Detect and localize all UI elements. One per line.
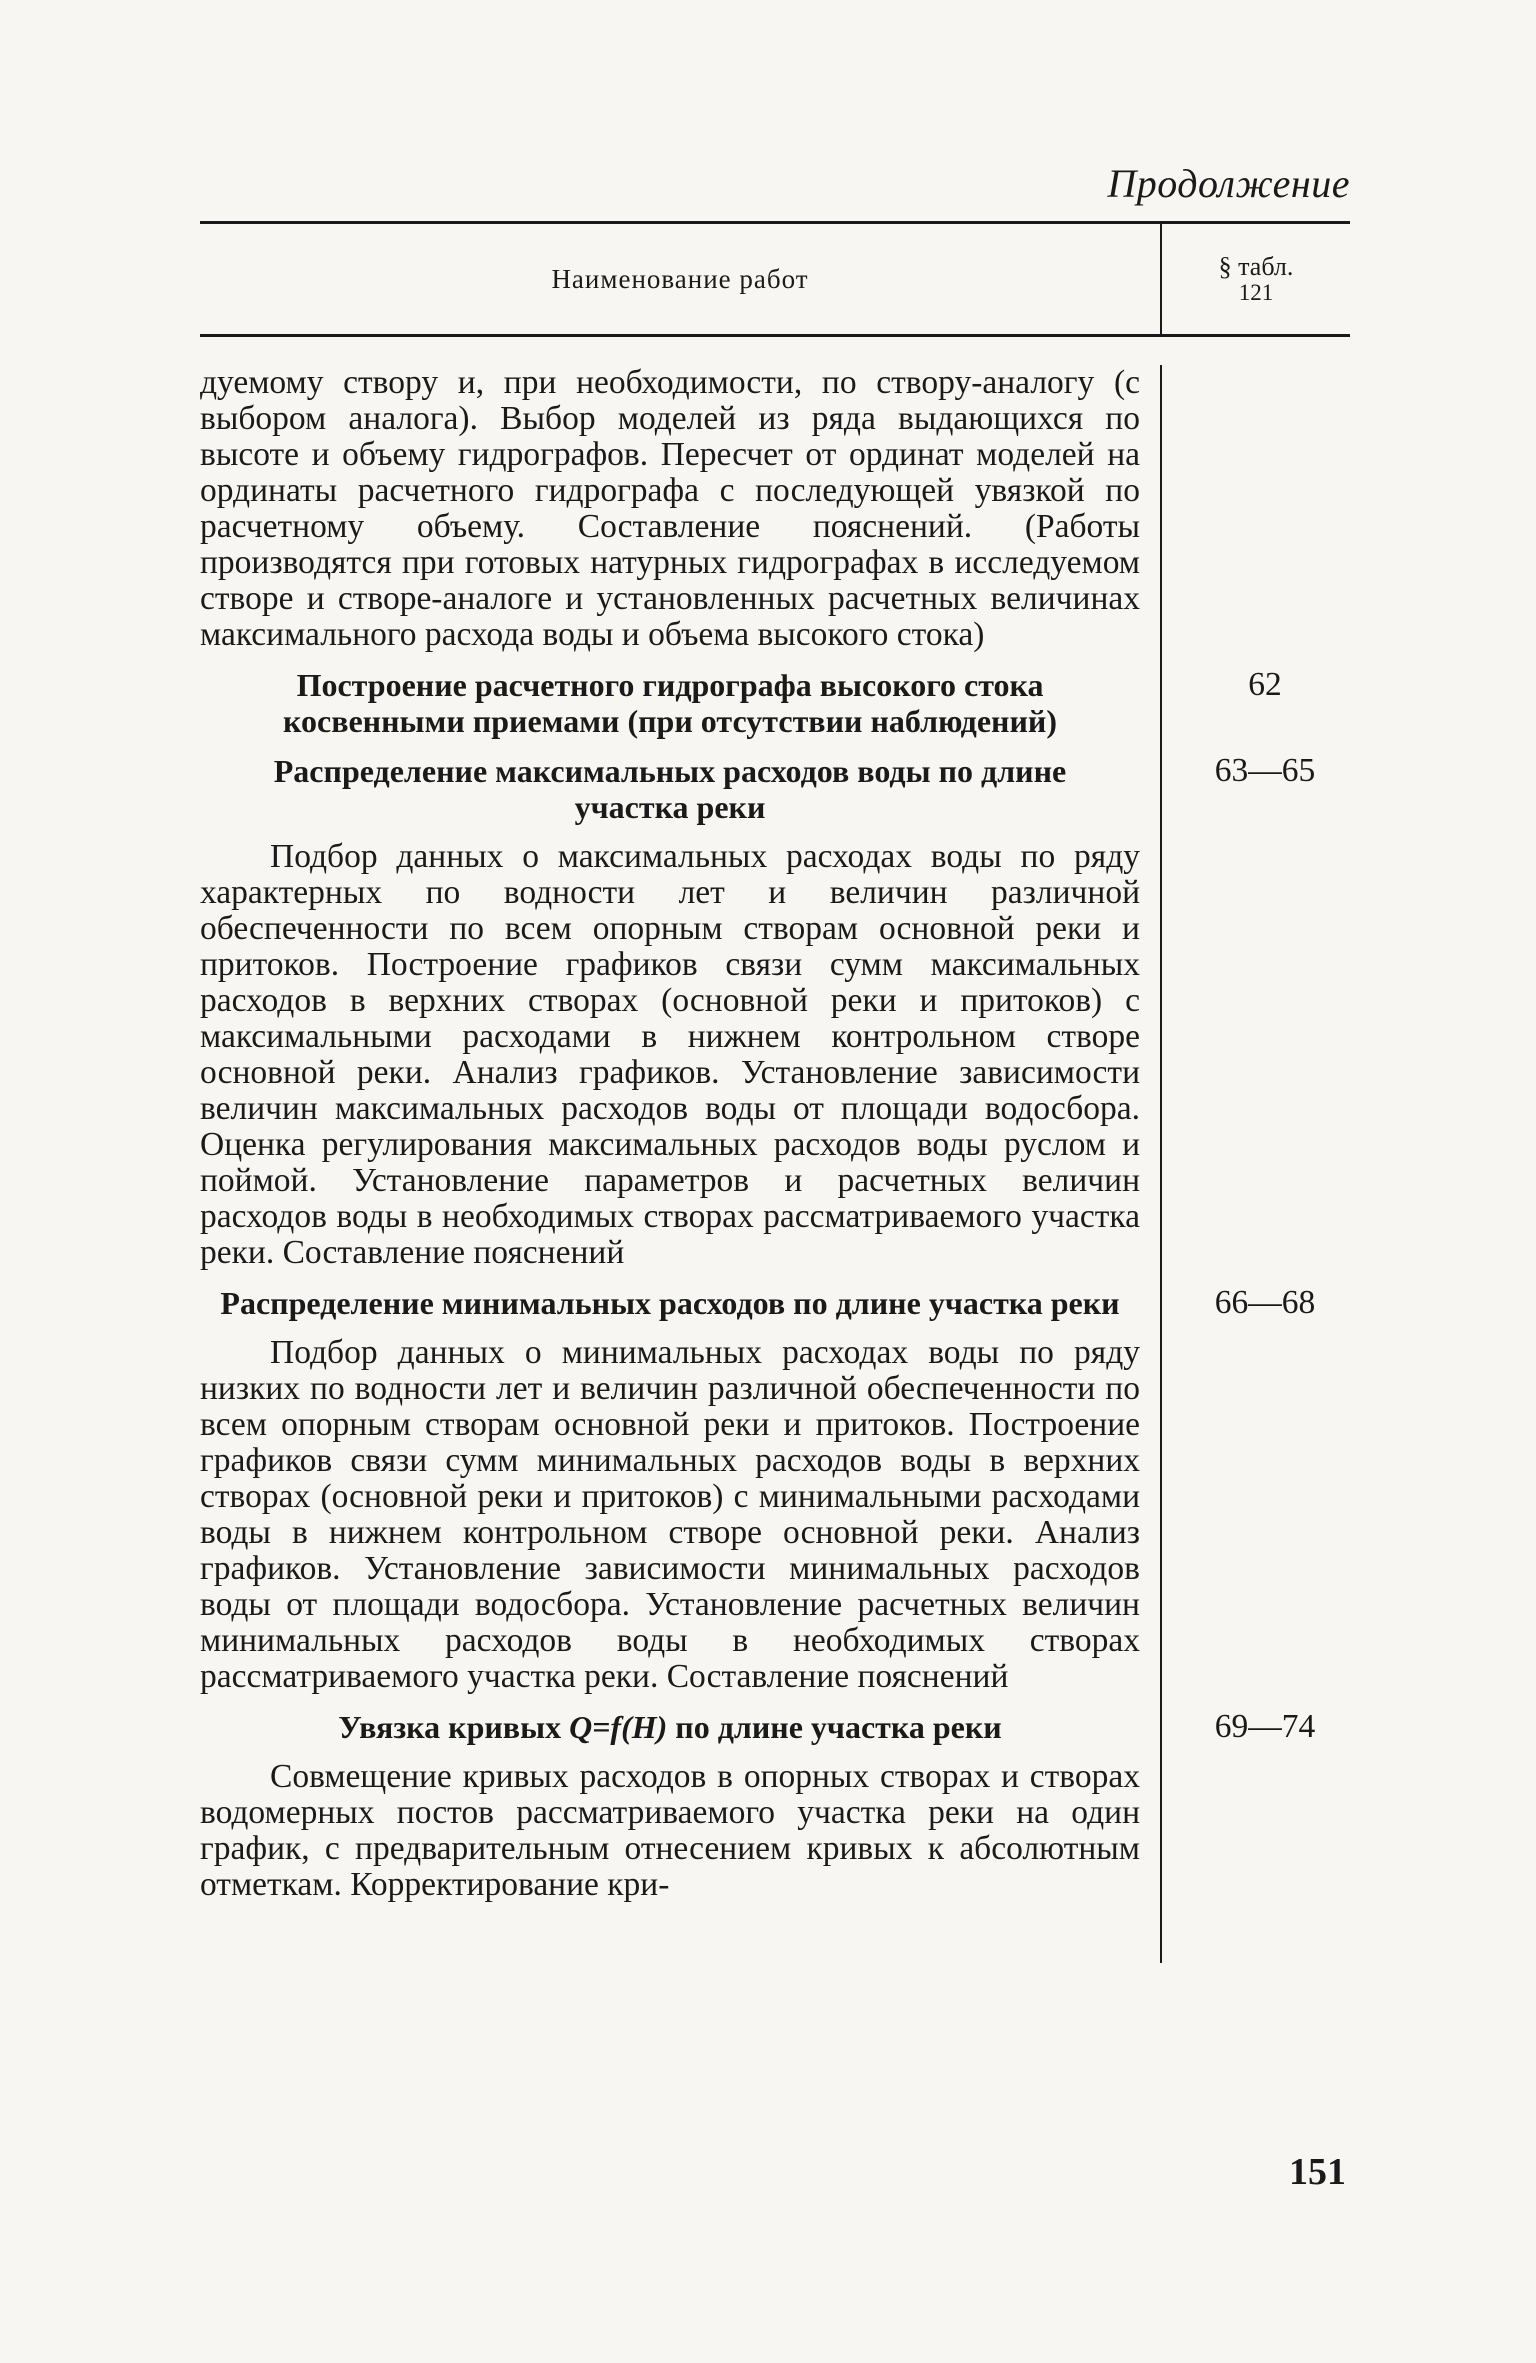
row-heading: Построение расчетного гидрографа высокого стока косвенными приемами (при отсутствии наблюдений) [282, 667, 1058, 739]
row-heading: Распределение минимальных расходов по длине участка реки [220, 1285, 1120, 1321]
continued-paragraph: дуемому створу и, при необходимости, по створу-аналогу (с выбором аналога). Выбор моделей из ряда выдающихся по высоте и объему гидрографов. Пересчет от ординат моделей на ординаты расчетного гидрографа с последующей увязкой по расчетному объему. Составление пояснений. (Работы производятся при готовых натурных гидрографах в исследуемом створе и створе-аналоге и установленных расчетных величинах максимального расхода воды и объема высокого стока) [200, 364, 1140, 653]
column-header-name: Наименование работ [200, 224, 1162, 334]
table-row [200, 1271, 1350, 1695]
row-heading-prefix: Увязка кривых [338, 1709, 570, 1745]
table-row [200, 739, 1350, 1271]
column-header-ref-symbol: § табл. [1218, 252, 1294, 282]
page-number: 151 [1289, 2151, 1346, 2193]
row-ref: 62 [1248, 666, 1282, 703]
works-table [200, 221, 1350, 1903]
table-row [200, 653, 1350, 739]
row-ref: 66—68 [1214, 1284, 1316, 1321]
row-heading-suffix: по длине участка реки [667, 1709, 1002, 1745]
row-description: Подбор данных о максимальных расходах воды по ряду характерных по водности лет и величин различной обеспеченности по всем опорным створам основной реки и притоков. Построение графиков связи сумм максимальных расходов в верхних створах (основной реки и притоков) с максимальными расходами в нижнем контрольном створе основной реки. Анализ графиков. Установление зависимости величин максимальных расходов воды от площади водосбора. Оценка регулирования максимальных расходов воды руслом и поймой. Установление параметров и расчетных величин расходов воды в необходимых створах рассматриваемого участка реки. Составление пояснений [200, 838, 1140, 1271]
row-description: Подбор данных о минимальных расходах воды по ряду низких по водности лет и величин различной обеспеченности по всем опорным створам основной реки и притоков. Построение графиков связи сумм минимальных расходов воды в верхних створах (основной реки и притоков) с минимальными расходами воды в нижнем контрольном створе основной реки. Анализ графиков. Установление зависимости минимальных расходов воды от площади водосбора. Установление расчетных величин минимальных расходов воды в необходимых створах рассматриваемого участка реки. Составление пояснений [200, 1334, 1140, 1695]
table-row [200, 365, 1350, 653]
row-heading: Распределение максимальных расходов воды по длине участка реки [273, 753, 1067, 825]
page [200, 160, 1350, 1903]
row-ref: 69—74 [1214, 1708, 1316, 1745]
table-body [200, 365, 1350, 1903]
column-header-ref [1162, 224, 1350, 334]
table-header [200, 224, 1350, 337]
table-row [200, 1695, 1350, 1903]
continuation-label: Продолжение [1107, 161, 1350, 206]
column-header-ref-number: 121 [1238, 279, 1274, 305]
row-ref [1160, 365, 1350, 653]
column-divider [1160, 365, 1162, 1963]
heading-formula: Q=f(H) [569, 1709, 668, 1745]
row-heading [200, 1709, 1140, 1745]
row-description: Совмещение кривых расходов в опорных створах и створах водомерных постов рассматриваемого участка реки на один график, с предварительным отнесением кривых к абсолютным отметкам. Корректирование кри- [200, 1758, 1140, 1903]
row-ref: 63—65 [1214, 752, 1316, 789]
